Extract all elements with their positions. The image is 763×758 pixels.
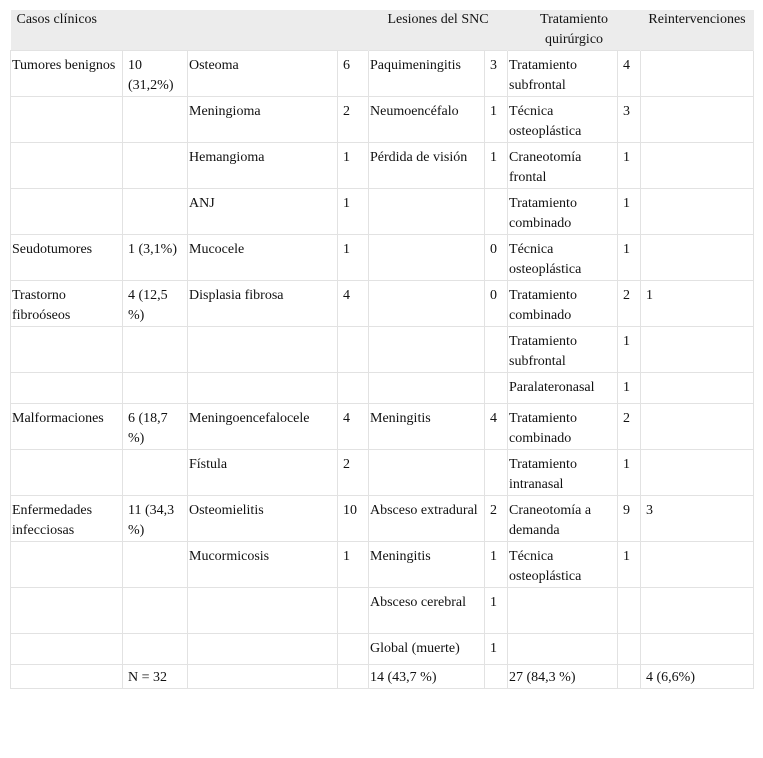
cell-cns-lesion (369, 235, 485, 281)
cell-category (11, 634, 123, 665)
cell-treatment: Tratamiento combinado (508, 404, 618, 450)
cell-cns-lesion: 14 (43,7 %) (369, 665, 485, 689)
cell-lesion-count: 4 (485, 404, 508, 450)
cell-reinterventions (641, 51, 754, 97)
table-row (11, 281, 754, 327)
cell-condition: Mucormicosis (188, 542, 338, 588)
cell-treatment: Técnica osteoplástica (508, 235, 618, 281)
cell-condition-count (338, 373, 369, 404)
cell-category (11, 542, 123, 588)
cell-reinterventions (641, 450, 754, 496)
cell-cases (123, 97, 188, 143)
cell-condition (188, 327, 338, 373)
cell-treatment (508, 634, 618, 665)
cell-treatment: Tratamiento intranasal (508, 450, 618, 496)
cell-treatment-count: 1 (618, 189, 641, 235)
cell-reinterventions (641, 143, 754, 189)
cell-treatment-count: 1 (618, 542, 641, 588)
cell-condition-count: 1 (338, 143, 369, 189)
cell-condition-count (338, 665, 369, 689)
table-row (11, 404, 754, 450)
table-row (11, 235, 754, 281)
cell-condition (188, 373, 338, 404)
cell-cases: 4 (12,5 %) (123, 281, 188, 327)
cell-treatment: 27 (84,3 %) (508, 665, 618, 689)
cell-cns-lesion: Meningitis (369, 542, 485, 588)
cell-reinterventions: 1 (641, 281, 754, 327)
cell-category (11, 327, 123, 373)
header-casos-clinicos: Casos clínicos (11, 10, 369, 51)
cell-cns-lesion (369, 327, 485, 373)
cell-treatment: Tratamiento combinado (508, 281, 618, 327)
cell-reinterventions (641, 189, 754, 235)
cell-condition-count (338, 327, 369, 373)
table-body (11, 51, 754, 689)
table-row (11, 542, 754, 588)
cell-reinterventions (641, 97, 754, 143)
cell-treatment: Técnica osteoplástica (508, 542, 618, 588)
cell-treatment-count (618, 588, 641, 634)
cell-category (11, 665, 123, 689)
table-row (11, 588, 754, 634)
table-row (11, 97, 754, 143)
table-row (11, 373, 754, 404)
cell-treatment: Craneotomía a demanda (508, 496, 618, 542)
cell-category: Malformaciones (11, 404, 123, 450)
cell-category: Enfermedades infecciosas (11, 496, 123, 542)
cell-lesion-count: 1 (485, 634, 508, 665)
cell-cases: N = 32 (123, 665, 188, 689)
cell-cases: 6 (18,7 %) (123, 404, 188, 450)
cell-condition (188, 588, 338, 634)
cell-cases (123, 634, 188, 665)
cell-cases (123, 542, 188, 588)
cell-lesion-count (485, 665, 508, 689)
cell-condition-count: 1 (338, 542, 369, 588)
cell-reinterventions: 4 (6,6%) (641, 665, 754, 689)
cell-cns-lesion: Neumoencéfalo (369, 97, 485, 143)
cell-treatment: Tratamiento subfrontal (508, 327, 618, 373)
cell-condition: Osteoma (188, 51, 338, 97)
cell-lesion-count: 3 (485, 51, 508, 97)
cell-condition-count: 1 (338, 235, 369, 281)
cell-lesion-count (485, 450, 508, 496)
cell-reinterventions (641, 327, 754, 373)
cell-cns-lesion: Global (muerte) (369, 634, 485, 665)
cell-lesion-count: 1 (485, 143, 508, 189)
cell-category: Seudotumores (11, 235, 123, 281)
clinical-cases-table (10, 10, 754, 689)
table-row (11, 189, 754, 235)
cell-treatment-count: 9 (618, 496, 641, 542)
cell-condition-count: 2 (338, 97, 369, 143)
table-row (11, 496, 754, 542)
cell-treatment: Técnica osteoplástica (508, 97, 618, 143)
cell-category: Trastorno fibroóseos (11, 281, 123, 327)
cell-lesion-count: 1 (485, 588, 508, 634)
cell-condition-count: 2 (338, 450, 369, 496)
table-row (11, 327, 754, 373)
cell-lesion-count: 0 (485, 281, 508, 327)
cell-cns-lesion (369, 189, 485, 235)
cell-condition: Fístula (188, 450, 338, 496)
cell-category (11, 373, 123, 404)
cell-lesion-count (485, 189, 508, 235)
cell-reinterventions (641, 235, 754, 281)
cell-condition-count: 1 (338, 189, 369, 235)
cell-condition-count (338, 634, 369, 665)
cell-condition: Meningoencefalocele (188, 404, 338, 450)
header-row (11, 10, 754, 51)
cell-cases (123, 143, 188, 189)
cell-condition (188, 665, 338, 689)
cell-treatment-count: 1 (618, 143, 641, 189)
cell-category (11, 97, 123, 143)
cell-treatment: Paralateronasal (508, 373, 618, 404)
cell-condition: Meningioma (188, 97, 338, 143)
cell-reinterventions (641, 634, 754, 665)
cell-cases: 11 (34,3 %) (123, 496, 188, 542)
cell-condition: ANJ (188, 189, 338, 235)
cell-condition-count: 4 (338, 281, 369, 327)
cell-treatment: Tratamiento subfrontal (508, 51, 618, 97)
cell-condition: Displasia fibrosa (188, 281, 338, 327)
cell-cns-lesion: Paquimeningitis (369, 51, 485, 97)
cell-treatment-count: 1 (618, 450, 641, 496)
cell-category (11, 450, 123, 496)
cell-reinterventions (641, 404, 754, 450)
table-row (11, 634, 754, 665)
cell-treatment-count: 1 (618, 373, 641, 404)
cell-treatment-count (618, 634, 641, 665)
cell-cases (123, 373, 188, 404)
cell-category (11, 588, 123, 634)
cell-cns-lesion (369, 373, 485, 404)
cell-cases: 10 (31,2%) (123, 51, 188, 97)
table-row (11, 665, 754, 689)
clinical-cases-table-container (10, 10, 753, 689)
cell-cns-lesion (369, 281, 485, 327)
cell-cns-lesion: Meningitis (369, 404, 485, 450)
table-row (11, 143, 754, 189)
header-tratamiento-quirurgico: Tratamiento quirúrgico (508, 10, 641, 51)
cell-lesion-count: 1 (485, 542, 508, 588)
cell-condition: Osteomielitis (188, 496, 338, 542)
cell-condition: Mucocele (188, 235, 338, 281)
cell-cns-lesion: Absceso cerebral (369, 588, 485, 634)
cell-condition (188, 634, 338, 665)
cell-treatment-count: 1 (618, 235, 641, 281)
cell-lesion-count (485, 373, 508, 404)
cell-lesion-count (485, 327, 508, 373)
cell-category: Tumores benignos (11, 51, 123, 97)
cell-treatment-count: 2 (618, 281, 641, 327)
cell-lesion-count: 0 (485, 235, 508, 281)
cell-lesion-count: 1 (485, 97, 508, 143)
cell-treatment (508, 588, 618, 634)
cell-category (11, 189, 123, 235)
cell-condition-count: 4 (338, 404, 369, 450)
cell-treatment-count: 1 (618, 327, 641, 373)
cell-cases (123, 189, 188, 235)
cell-condition-count: 6 (338, 51, 369, 97)
cell-cns-lesion: Pérdida de visión (369, 143, 485, 189)
cell-cases (123, 588, 188, 634)
cell-condition: Hemangioma (188, 143, 338, 189)
cell-treatment: Tratamiento combinado (508, 189, 618, 235)
cell-cases (123, 327, 188, 373)
header-reintervenciones: Reintervenciones (641, 10, 754, 51)
cell-reinterventions: 3 (641, 496, 754, 542)
cell-treatment-count: 4 (618, 51, 641, 97)
cell-category (11, 143, 123, 189)
table-row (11, 51, 754, 97)
cell-treatment: Craneotomía frontal (508, 143, 618, 189)
cell-cases (123, 450, 188, 496)
cell-treatment-count: 2 (618, 404, 641, 450)
cell-reinterventions (641, 542, 754, 588)
cell-cns-lesion: Absceso extradural (369, 496, 485, 542)
cell-treatment-count (618, 665, 641, 689)
header-lesiones-snc: Lesiones del SNC (369, 10, 508, 51)
cell-condition-count: 10 (338, 496, 369, 542)
cell-reinterventions (641, 373, 754, 404)
cell-reinterventions (641, 588, 754, 634)
cell-condition-count (338, 588, 369, 634)
cell-lesion-count: 2 (485, 496, 508, 542)
cell-cns-lesion (369, 450, 485, 496)
cell-treatment-count: 3 (618, 97, 641, 143)
cell-cases: 1 (3,1%) (123, 235, 188, 281)
table-row (11, 450, 754, 496)
